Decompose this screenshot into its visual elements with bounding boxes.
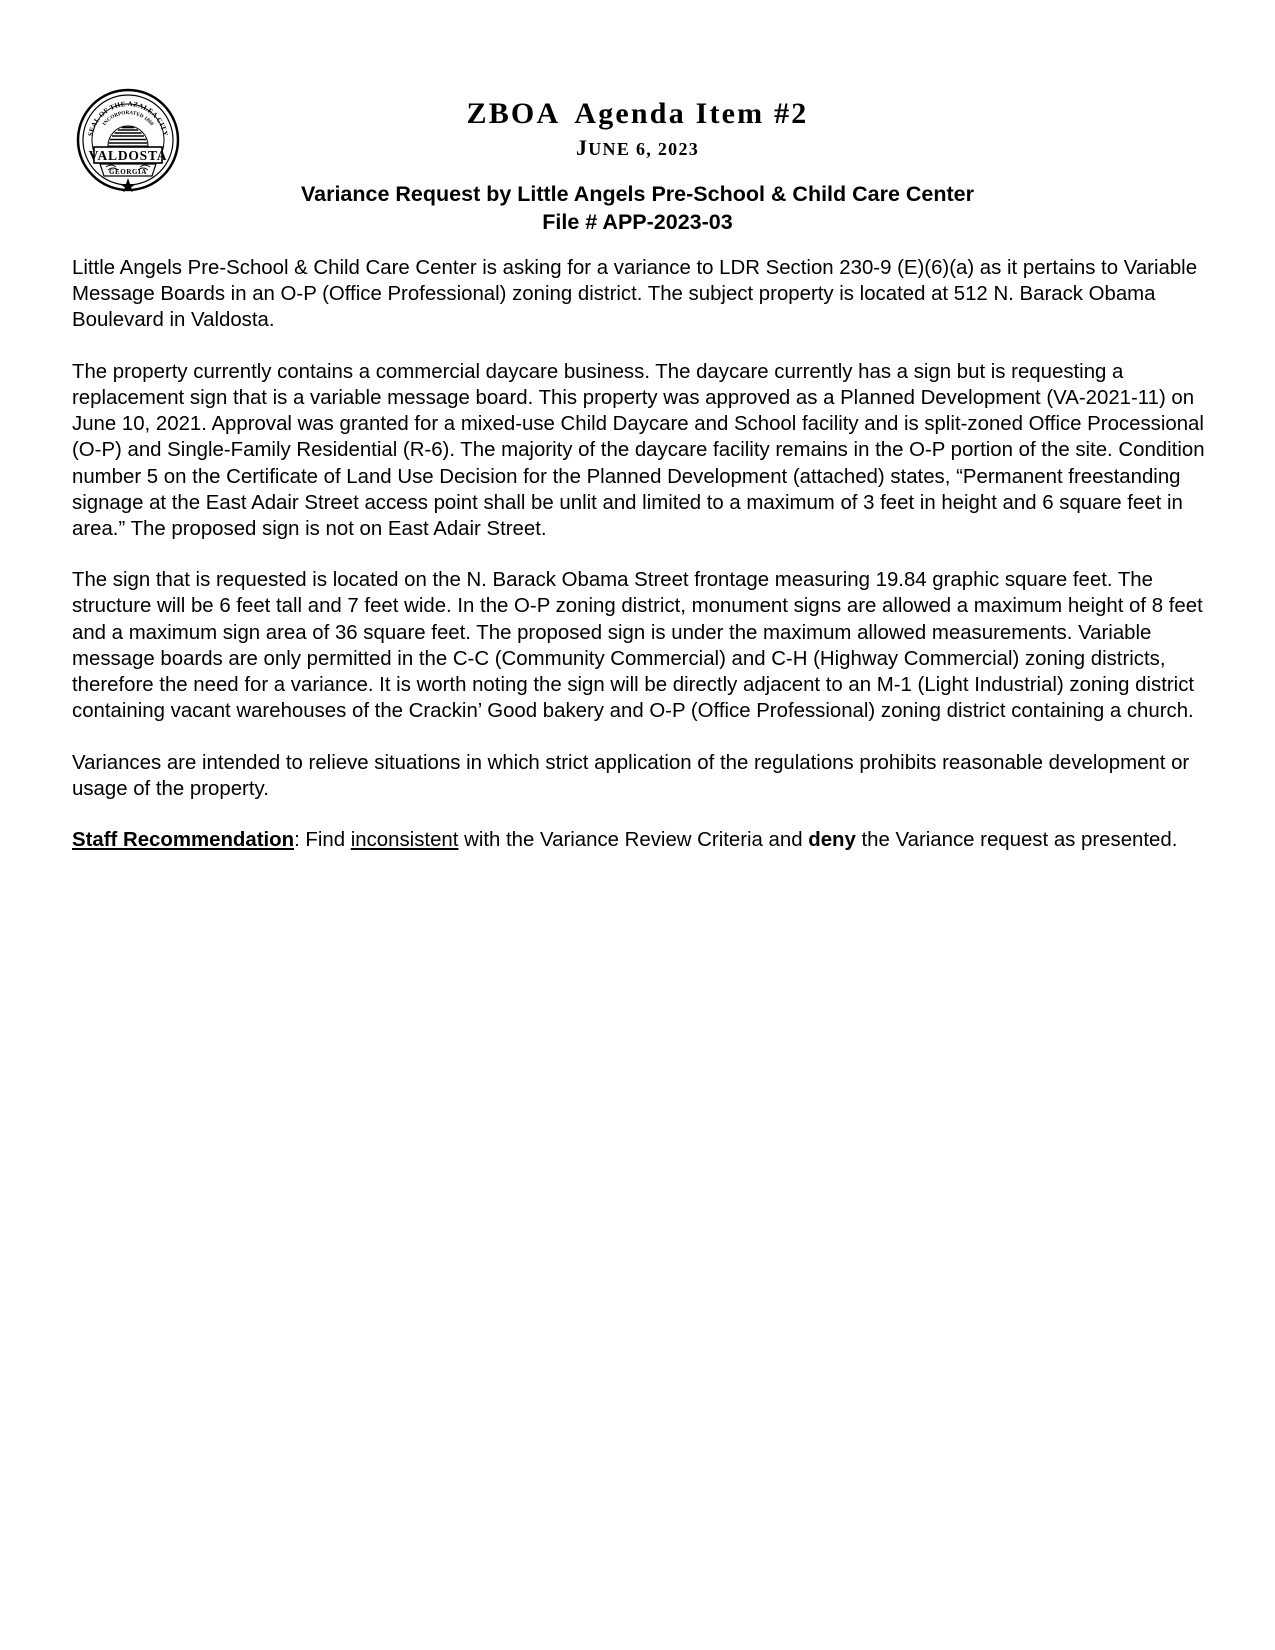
document-body [72,255,1205,853]
paragraph-request-summary: Little Angels Pre-School & Child Care Center is asking for a variance to LDR Section 230-9 (E)(6)(a) as it pertains to Variable Message Boards in an O-P (Office Professional) zoning district. The subject property is located at 512 N. Barack Obama Boulevard in Valdosta. [72,257,1198,332]
title-zboa: ZBOA [466,97,561,130]
title-agenda-item: Agenda Item #2 [574,97,809,130]
document-subtitle [0,180,1275,237]
recommendation-text-before: Find [299,828,351,851]
staff-recommendation-label: Staff Recommendation [72,828,295,851]
meeting-date [0,135,1275,161]
recommendation-emphasis-inconsistent: inconsistent [350,828,459,851]
svg-text:VALDOSTA: VALDOSTA [88,148,168,163]
paragraph-staff-recommendation [72,827,1205,853]
paragraph-variance-purpose: Variances are intended to relieve situations in which strict application of the regulations prohibits reasonable development or usage of the property. [72,751,1190,800]
document-header [0,0,1275,235]
recommendation-emphasis-deny: deny [808,828,856,851]
paragraph-property-background: The property currently contains a commercial daycare business. The daycare currently has a sign but is requesting a replacement sign that is a variable message board. This property was approved as a Planned Development (VA-2021-11) on June 10, 2021. Approval was granted for a mixed-use Child Daycare and School facility and is split-zoned Office Processional (O-P) and Single-Family Residential (R-6). The majority of the daycare facility remains in the O-P portion of the site. Condition number 5 on the Certificate of Land Use Decision for the Planned Development (attached) states, “Permanent freestanding signage at the East Adair Street access point shall be unlit and limited to a maximum of 3 feet in height and 6 square feet in area.” The proposed sign is not on East Adair Street. [72,360,1205,540]
date-month-rest: UNE [588,139,631,160]
date-initial: J [575,135,589,161]
date-tail: 6, 2023 [630,139,700,160]
svg-text:INCORPORATED 1860: INCORPORATED 1860 [101,109,155,127]
svg-text:SEAL OF THE AZALEA CITY: SEAL OF THE AZALEA CITY [86,99,170,138]
recommendation-text-after: the Variance request as presented. [855,828,1178,851]
paragraph-sign-details: The sign that is requested is located on the N. Barack Obama Street frontage measuring 19.84 graphic square feet. The structure will be 6 feet tall and 7 feet wide. In the O-P zoning district, monument signs are allowed a maximum height of 8 feet and a maximum sign area of 36 square feet. The proposed sign is under the maximum allowed measurements. Variable message boards are only permitted in the C-C (Community Commercial) and C-H (Highway Commercial) zoning districts, therefore the need for a variance. It is worth noting the sign will be directly adjacent to an M-1 (Light Industrial) zoning district containing vacant warehouses of the Crackin’ Good bakery and O-P (Office Professional) zoning district containing a church. [72,569,1203,723]
page-title [0,98,1275,130]
staff-recommendation-colon: : [294,828,300,851]
subtitle-line-variance-request: Variance Request by Little Angels Pre-School & Child Care Center [300,182,975,206]
recommendation-text-middle: with the Variance Review Criteria and [458,828,809,851]
subtitle-line-file-number: File # APP-2023-03 [542,210,733,235]
svg-text:GEORGIA: GEORGIA [108,168,148,176]
title-block [0,98,1275,161]
